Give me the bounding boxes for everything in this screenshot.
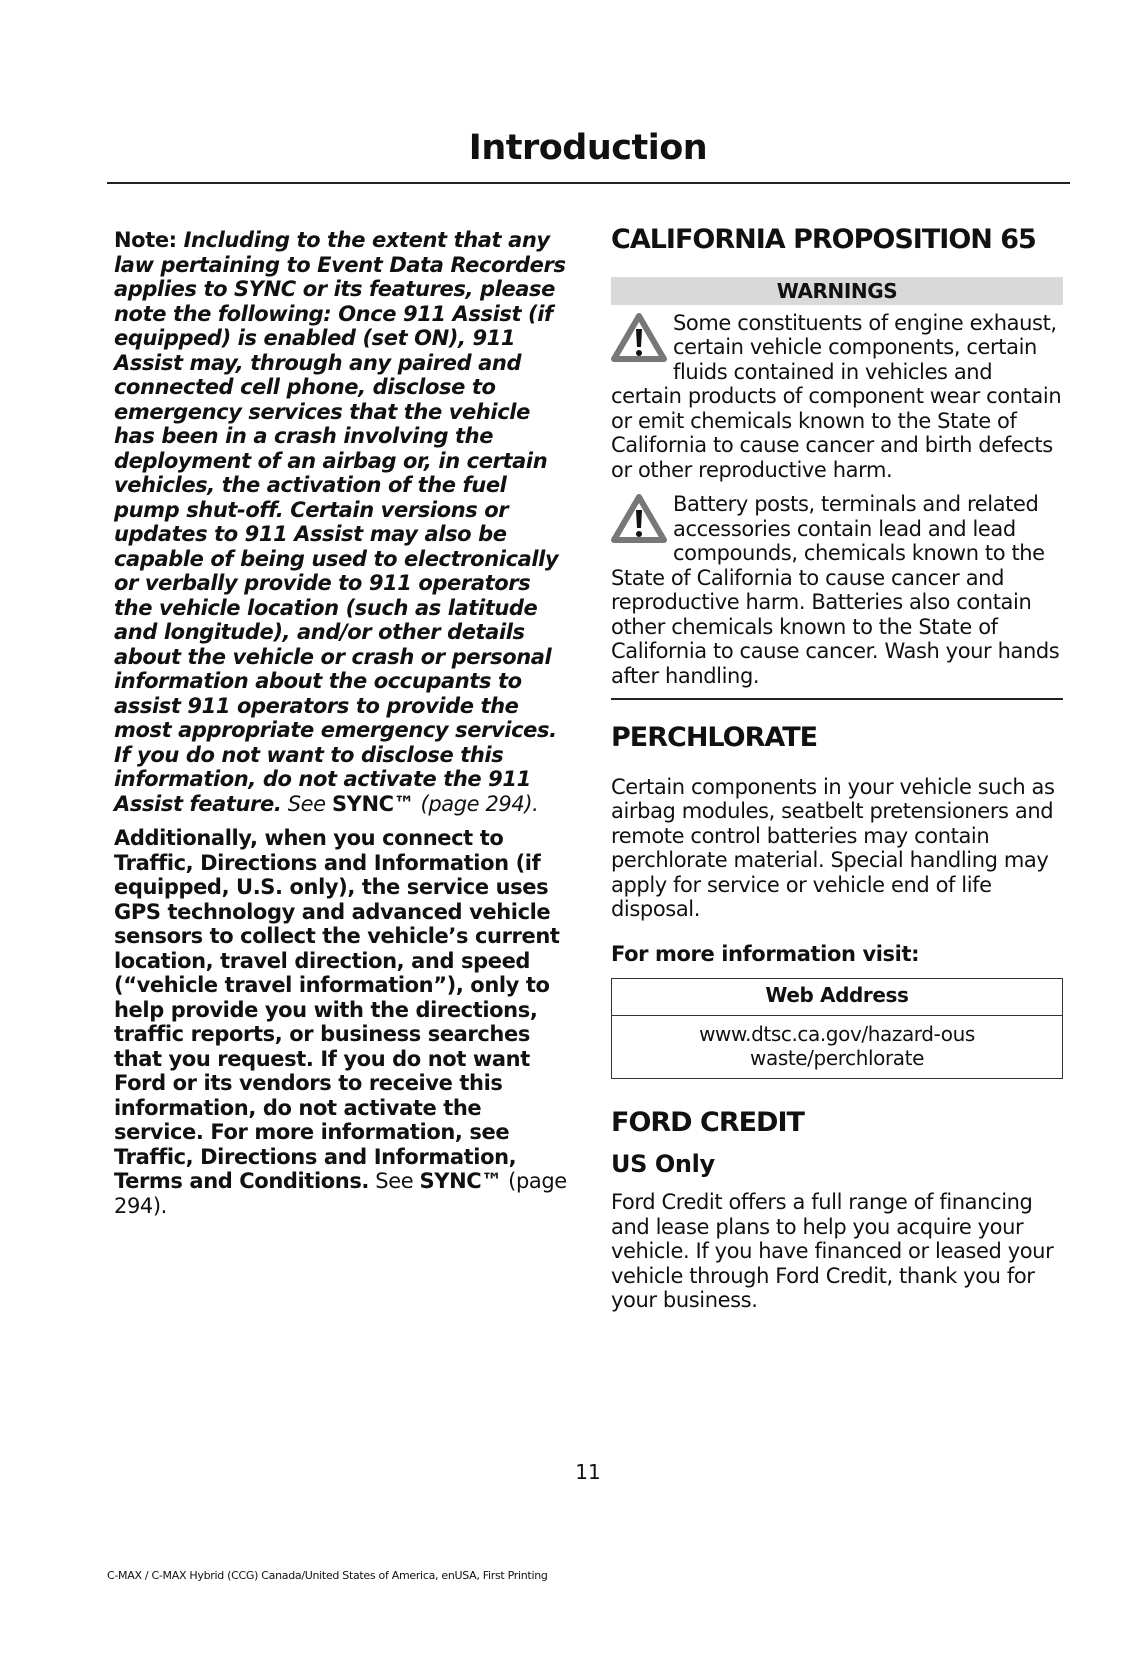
us-only-subheading: US Only [611, 1149, 715, 1178]
warning-1 [611, 311, 1063, 483]
web-address-link[interactable] [612, 1016, 1063, 1079]
note-text: Including to the extent that any law pertaining to Event Data Recorders applies to SYNC or its features, please note the following: Once 911 Assist (if equipped) is enabled (set ON), 911 Assist may, through any paired and connected cell phone, disclose to emergency services that the vehicle has been in a crash involving the deployment of an airbag or, in certain vehicles, the activation of the fuel pump shut-off. Certain versions or updates to 911 Assist may also be capable of being used to electronically or verbally provide to 911 operators the vehicle location (such as latitude and longitude), and/or other details about the vehicle or crash or personal information about the occupants to assist 911 operators to provide the most appropriate emergency services. If you do not want to disclose this information, do not activate the 911 Assist feature. [114, 228, 566, 816]
page-title: Introduction [468, 128, 708, 168]
note-see: See [281, 791, 332, 816]
ford-credit-text: Ford Credit offers a full range of financing and lease plans to help you acquire your vehicle. If you have financed or leased your vehicle through Ford Credit, thank you for your business. [611, 1190, 1054, 1312]
prop65-heading: CALIFORNIA PROPOSITION 65 [611, 224, 1036, 255]
warning-2 [611, 492, 1063, 688]
header-rule [107, 182, 1070, 184]
warnings-header: WARNINGS [611, 277, 1063, 305]
note-sync-link[interactable]: SYNC™ [331, 791, 415, 816]
footer-text: C-MAX / C-MAX Hybrid (CCG) Canada/United States of America, enUSA, First Printing [107, 1569, 548, 1582]
warning-2-text: Battery posts, terminals and related accessories contain lead and lead compounds, chemicals known to the State of California to cause cancer and reproductive harm. Batteries also contain other chemicals known to the State of California to cause cancer. Wash your hands after handling. [611, 492, 1060, 688]
traffic-sync-link[interactable]: SYNC™ [419, 1169, 502, 1193]
web-address-table [611, 978, 1063, 1079]
web-address-text[interactable]: www.dtsc.ca.gov/hazard-ouswaste/perchlorate [699, 1022, 975, 1070]
perchlorate-heading: PERCHLORATE [611, 722, 818, 753]
ford-credit-heading: FORD CREDIT [611, 1107, 804, 1138]
sync-note [114, 228, 574, 816]
note-page-ref: (page 294). [414, 791, 539, 816]
note-label: Note: [114, 228, 177, 252]
section-divider [611, 698, 1063, 700]
left-column [114, 228, 574, 1218]
perchlorate-text: Certain components in your vehicle such as airbag modules, seatbelt pretensioners and remote control batteries may contain perchlorate material. Special handling may apply for service or vehicle end of life disposal. [611, 774, 1055, 921]
page-number: 11 [575, 1460, 601, 1484]
right-column [611, 224, 1063, 1313]
traffic-text: Additionally, when you connect to Traffic, Directions and Information (if equipped, U.S. only), the service uses GPS technology and advanced vehicle sensors to collect the vehicle’s current location, travel direction, and speed (“vehicle travel information”), only to help provide you with the directions, traffic reports, or business searches that you request. If you do not want Ford or its vendors to receive this information, do not activate the service. For more information, see Traffic, Directions and Information, Terms and Conditions. [114, 826, 560, 1193]
traffic-page-ref: (page 294). [114, 1169, 567, 1218]
table-header: Web Address [612, 979, 1063, 1016]
traffic-see: See [369, 1169, 420, 1193]
warning-1-text: Some constituents of engine exhaust, certain vehicle components, certain fluids contained in vehicles and certain products of component wear contain or emit chemicals known to the State of California to cause cancer and birth defects or other reproductive harm. [611, 310, 1062, 482]
more-info-label: For more information visit: [611, 941, 920, 966]
warning-triangle-icon [611, 313, 667, 363]
traffic-paragraph [114, 826, 574, 1218]
warning-triangle-icon [611, 494, 667, 544]
